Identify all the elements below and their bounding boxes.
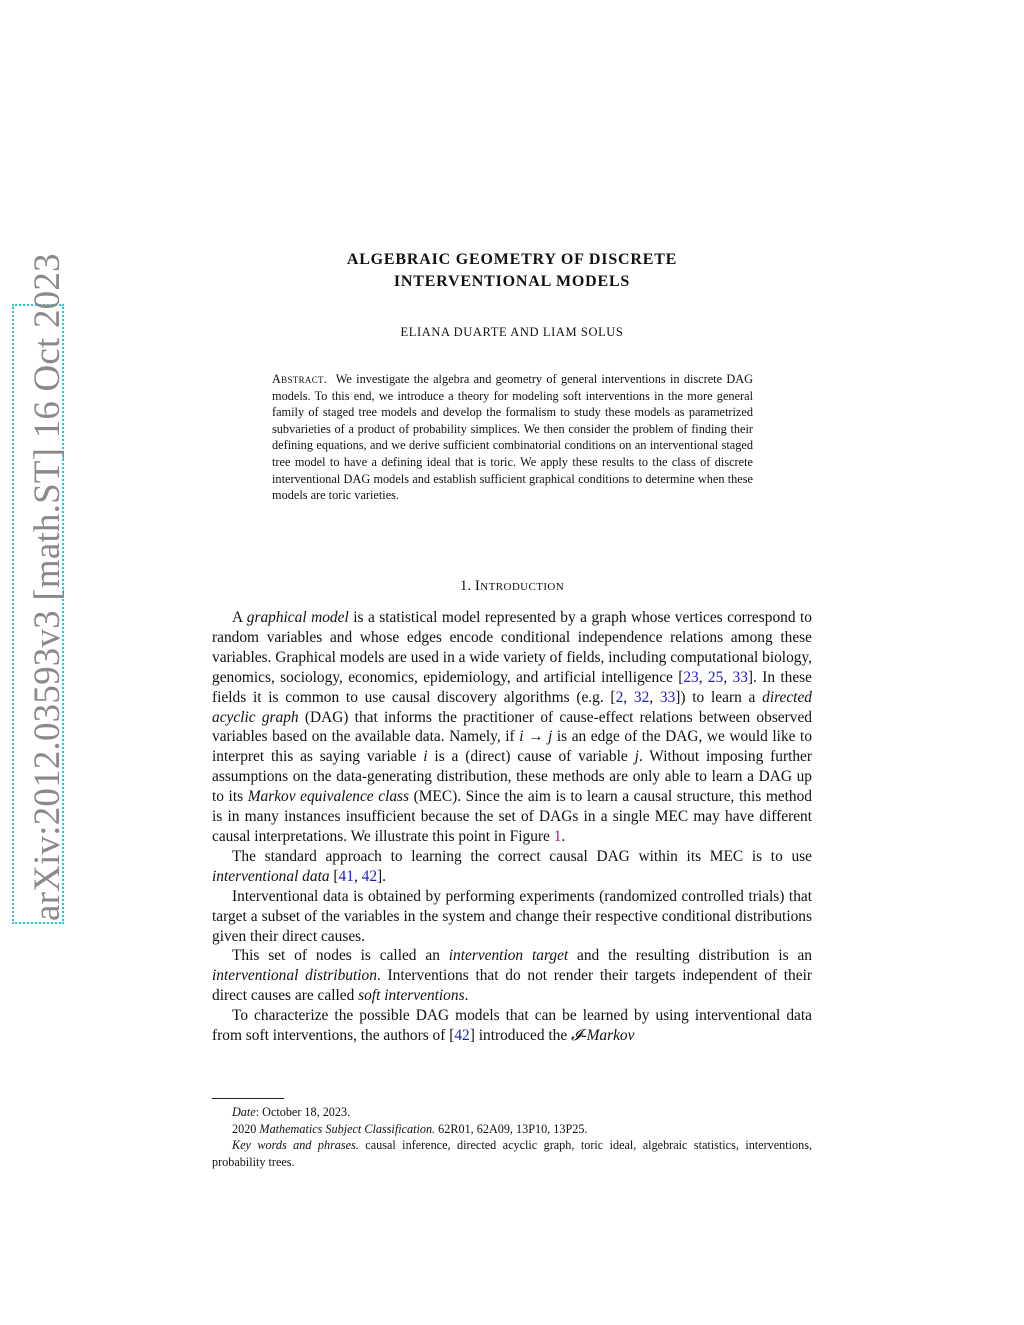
section-title: Introduction bbox=[474, 578, 565, 594]
footnote-msc: 2020 Mathematics Subject Classification. 62R01, 62A09, 13P10, 13P25. bbox=[232, 1121, 588, 1136]
paper-title-line-1: ALGEBRAIC GEOMETRY OF DISCRETE bbox=[346, 251, 678, 268]
footnotes bbox=[212, 1104, 812, 1170]
footnote-divider bbox=[212, 1098, 284, 1099]
math-expression: i → j bbox=[519, 728, 553, 746]
abstract-text: We investigate the algebra and geometry of general interventions in discrete DAG models. To this end, we introduce a theory for modeling soft interventions in the more general family of staged tree models and develop the formalism to study these models as parametrized subvarieties of a product of probability simplices. We then consider the problem of finding their defining equations, and we derive sufficient combinatorial conditions on an interventional staged tree model to have a defining ideal that is toric. We apply these results to the class of discrete interventional DAG models and establish sufficient graphical conditions to determine when these models are toric varieties. bbox=[272, 372, 753, 503]
paper-title-line-2: INTERVENTIONAL MODELS bbox=[393, 273, 631, 290]
paragraph-3: Interventional data is obtained by performing experiments (randomized controlled trials) that target a subset of the variables in the system and change their respective conditional distributions given their direct causes. bbox=[212, 887, 812, 945]
paragraph-5: To characterize the possible DAG models that can be learned by using interventional data from soft interventions, the authors of [42] introduced the 𝓘-Markov bbox=[212, 1007, 812, 1045]
paper-title bbox=[212, 249, 812, 293]
citation-link[interactable]: 33 bbox=[659, 688, 676, 706]
abstract bbox=[272, 371, 753, 504]
abstract-label: Abstract. bbox=[272, 372, 328, 386]
citation-link[interactable]: 42 bbox=[361, 867, 378, 885]
paragraph-2: The standard approach to learning the correct causal DAG within its MEC is to use interventional data [41, 42]. bbox=[212, 847, 812, 885]
arxiv-identifier[interactable]: arXiv:2012.03593v3 [math.ST] 16 Oct 2023 bbox=[27, 253, 68, 921]
figure-reference-link[interactable]: 1 bbox=[553, 827, 562, 845]
paper-authors: ELIANA DUARTE AND LIAM SOLUS bbox=[400, 325, 624, 339]
citation-link[interactable]: 32 bbox=[633, 688, 650, 706]
body-text bbox=[212, 608, 812, 1046]
section-number: 1. bbox=[459, 578, 472, 594]
math-expression: j bbox=[634, 748, 639, 766]
footnote-keywords: Key words and phrases. causal inference, directed acyclic graph, toric ideal, algebraic statistics, interventions, probability trees. bbox=[212, 1138, 812, 1169]
citation-link[interactable]: 2 bbox=[615, 688, 624, 706]
citation-link[interactable]: 33 bbox=[732, 668, 748, 686]
citation-link[interactable]: 23 bbox=[683, 668, 699, 686]
citation-link[interactable]: 25 bbox=[707, 668, 724, 686]
citation-link[interactable]: 41 bbox=[338, 867, 354, 885]
footnote-date: Date: October 18, 2023. bbox=[232, 1105, 351, 1119]
math-expression: i bbox=[423, 748, 428, 766]
paragraph-1: A graphical model is a statistical model represented by a graph whose vertices correspond to random variables and whose edges encode conditional independence relations among these variables. Graphical models are used in a wide variety of fields, including computational biology, genomics, sociology, economics, epidemiology, and artificial intelligence [23, 25, 33]. In these fields it is common to use causal discovery algorithms (e.g. [2, 32, 33]) to learn a directed acyclic graph (DAG) that informs the practitioner of cause-effect relations between observed variables based on the available data. Namely, if i → j is an edge of the DAG, we would like to interpret this as saying variable i is a (direct) cause of variable j. Without imposing further assumptions on the data-generating distribution, these methods are only able to learn a DAG up to its Markov equivalence class (MEC). Since the aim is to learn a causal structure, this method is in many instances insufficient because the set of DAGs in a single MEC may have different causal interpretations. We illustrate this point in Figure 1. bbox=[212, 609, 813, 845]
citation-link[interactable]: 42 bbox=[454, 1027, 470, 1045]
section-heading bbox=[212, 578, 812, 595]
paragraph-4: This set of nodes is called an intervention target and the resulting distribution is an interventional distribution. Interventions that do not render their targets independent of their direct causes are called soft interventions. bbox=[212, 947, 812, 1005]
